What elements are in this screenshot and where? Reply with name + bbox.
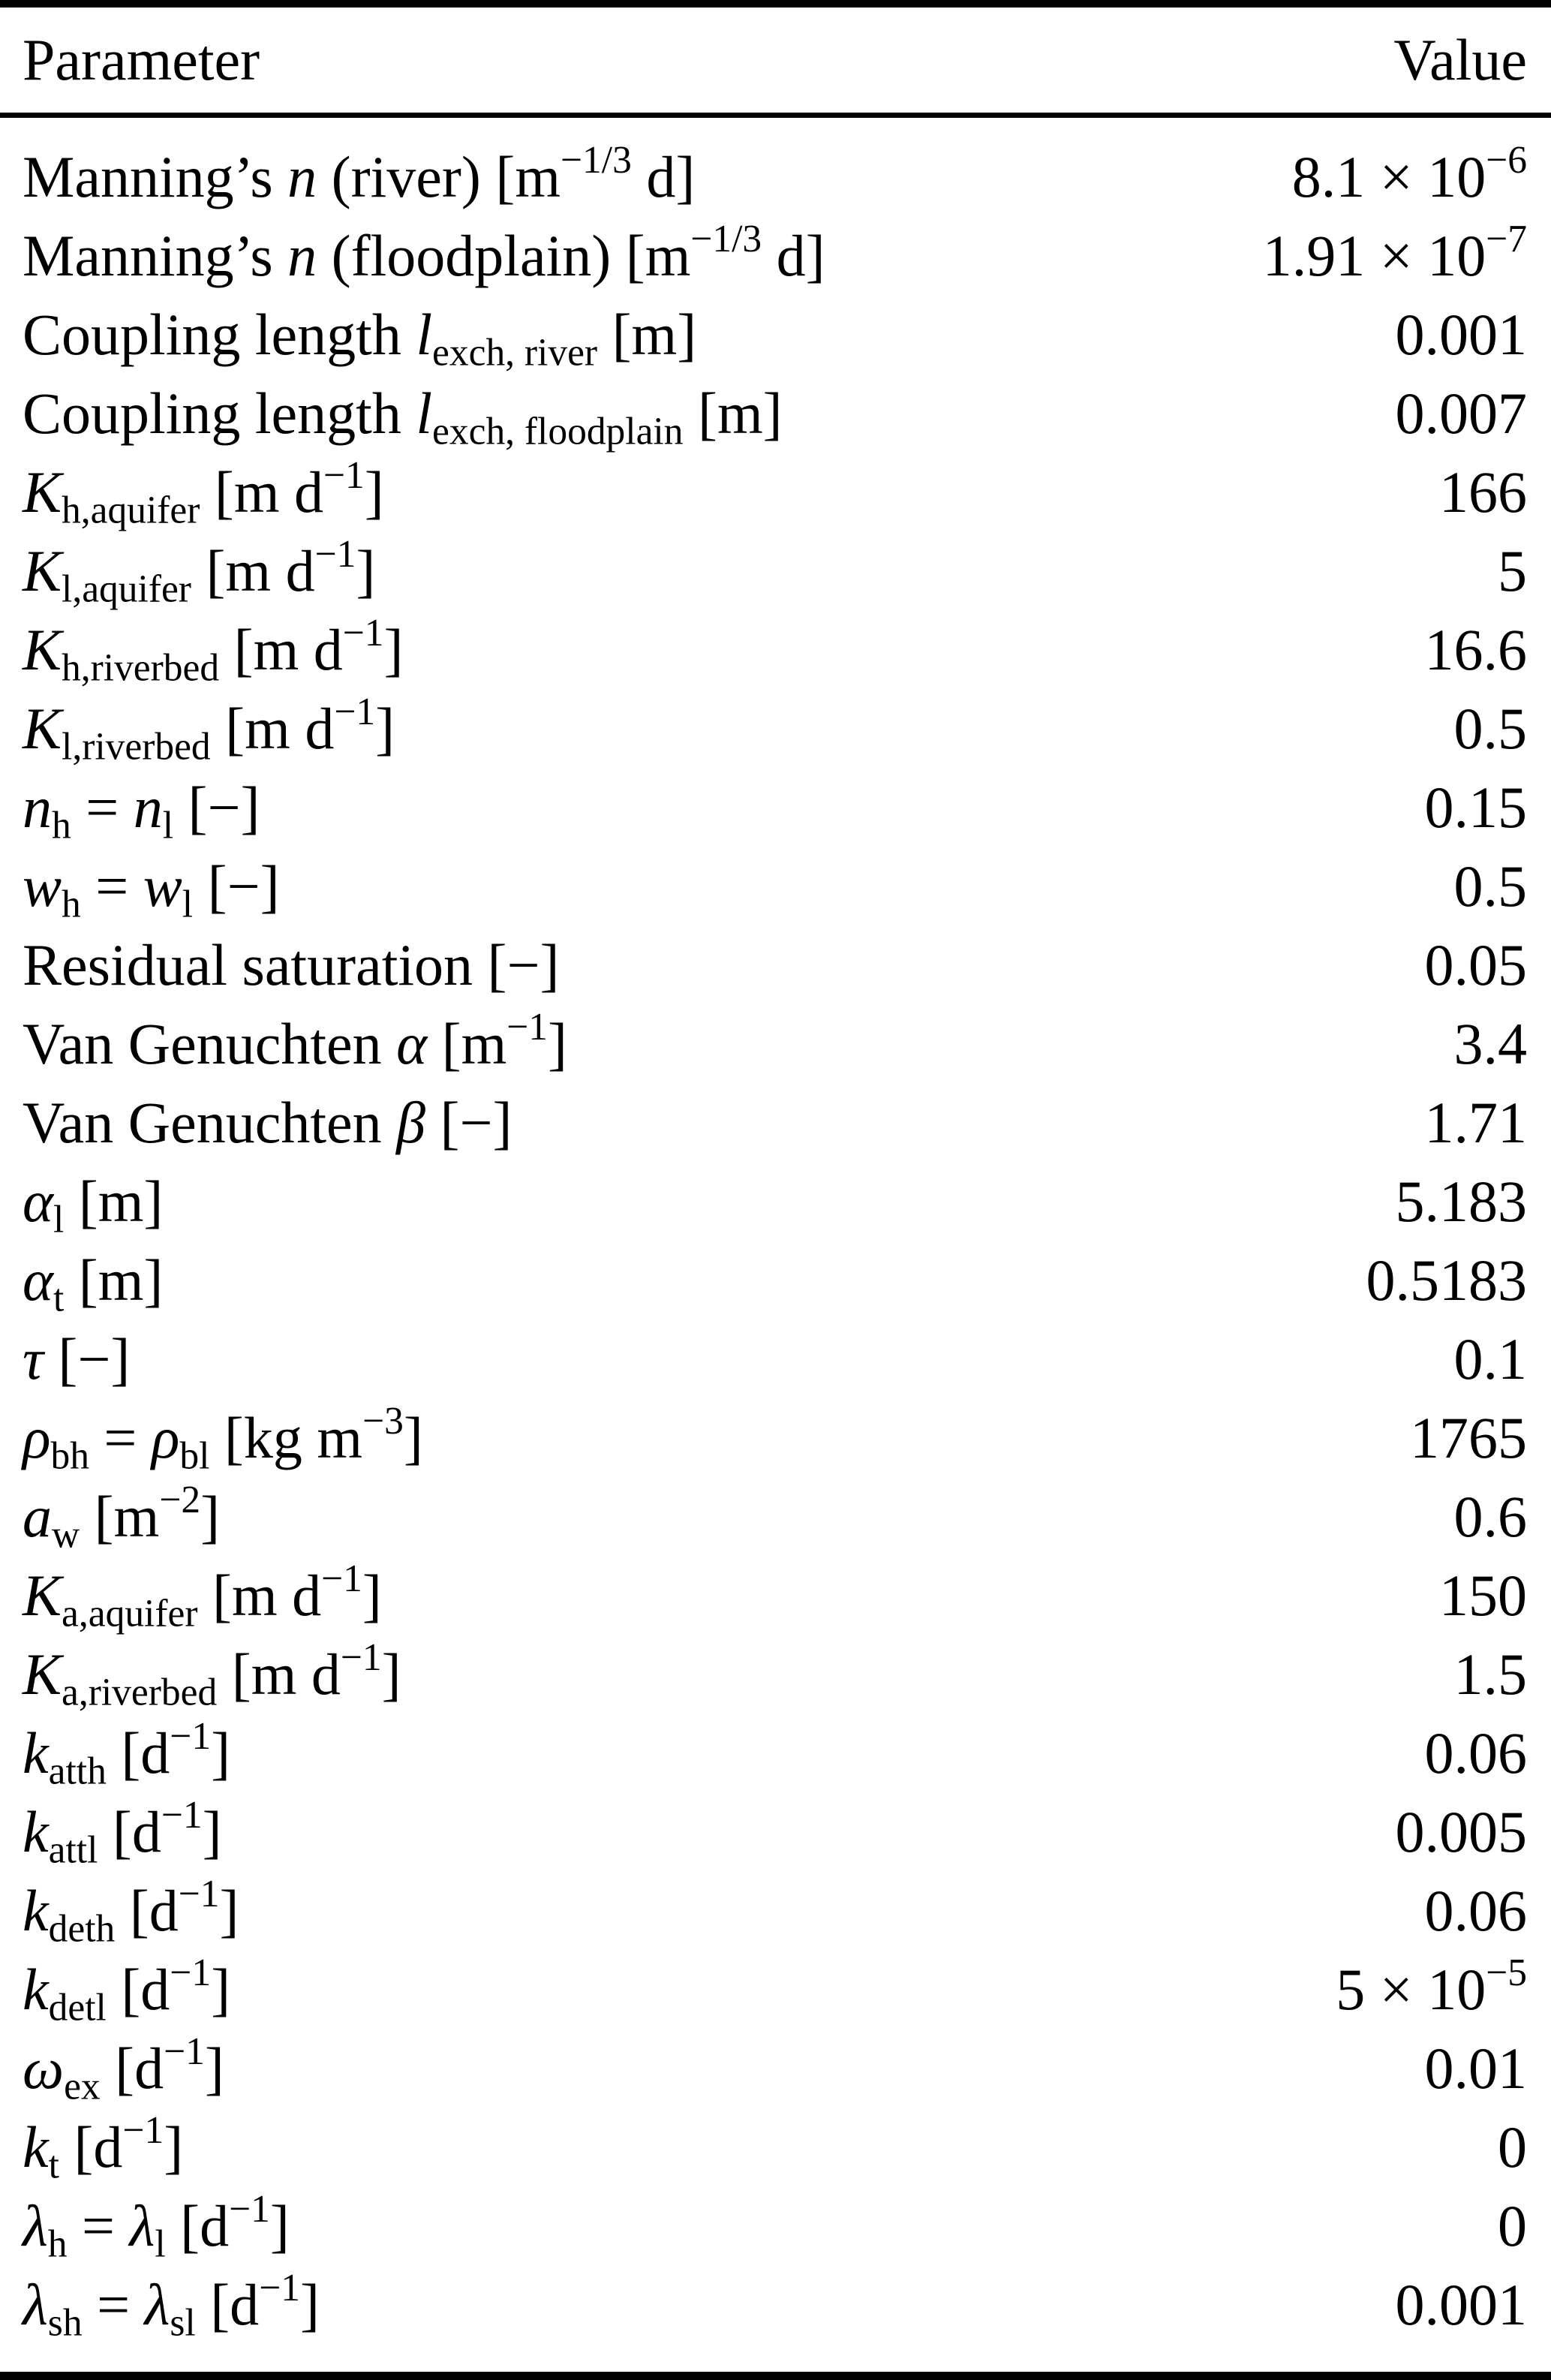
- parameter-cell: Manning’s n (floodplain) [$m^{-1/3}$ d]: [23, 217, 825, 288]
- value-cell: $5 \times 10^{-5}$: [1336, 1951, 1527, 2022]
- value-cell: 0: [1498, 2114, 1527, 2180]
- table-row: [0, 610, 1551, 689]
- parameter-cell: Coupling length $l_{exch, river}$ [m]: [23, 301, 697, 374]
- parameter-cell: $\lambda_{sh} = \lambda_{sl}$ $[d^{-1}]$: [23, 2266, 320, 2344]
- parameter-cell: $K_{a,riverbed}$ [m $d^{-1}$]: [23, 1635, 401, 1714]
- value-cell: 150: [1439, 1562, 1527, 1628]
- table-row: [0, 1477, 1551, 1556]
- value-cell: 1.5: [1453, 1641, 1527, 1707]
- table-header-row: [0, 8, 1551, 113]
- table-body: [0, 118, 1551, 2344]
- parameter-cell: $k_{atth}$ $[d^{-1}]$: [23, 1714, 231, 1792]
- table-row: [0, 1556, 1551, 1635]
- parameter-cell: τ [−]: [23, 1325, 131, 1392]
- table-row: [0, 847, 1551, 925]
- parameter-cell: $\rho_{bh} = \rho_{bl}$ [kg $m^{-3}$]: [23, 1399, 423, 1477]
- value-cell: 0.001: [1395, 2271, 1527, 2337]
- table-row: [0, 137, 1551, 216]
- table-row: [0, 1004, 1551, 1083]
- parameter-cell: $\alpha_t$ [m]: [23, 1247, 164, 1319]
- table-row: [0, 1714, 1551, 1792]
- parameter-cell: Van Genuchten α $[m^{-1}]$: [23, 1005, 568, 1076]
- value-cell: 0.05: [1424, 931, 1527, 997]
- value-cell: 5.183: [1395, 1168, 1527, 1234]
- value-cell: 0.5: [1453, 695, 1527, 761]
- value-cell: 0.005: [1395, 1798, 1527, 1864]
- value-cell: 0.007: [1395, 380, 1527, 446]
- header-parameter: Parameter: [23, 27, 260, 92]
- parameter-cell: $w_h = w_l$ [−]: [23, 853, 280, 925]
- table-row: [0, 1635, 1551, 1714]
- table-row: [0, 1950, 1551, 2029]
- table-row: [0, 295, 1551, 374]
- value-cell: 0.5183: [1366, 1247, 1527, 1313]
- table-row: [0, 2186, 1551, 2265]
- value-cell: 0.15: [1424, 774, 1527, 840]
- table-row: [0, 1792, 1551, 1871]
- parameter-cell: Residual saturation [−]: [23, 931, 560, 997]
- table-bottom-rule: [0, 2372, 1551, 2380]
- value-cell: 0.01: [1424, 2035, 1527, 2101]
- table-top-rule: [0, 0, 1551, 8]
- value-cell: 16.6: [1424, 616, 1527, 682]
- table-row: [0, 2029, 1551, 2108]
- parameter-cell: $\alpha_l$ [m]: [23, 1168, 164, 1241]
- value-cell: 1765: [1410, 1404, 1527, 1470]
- value-cell: 5: [1498, 537, 1527, 603]
- parameter-cell: $k_{deth}$ $[d^{-1}]$: [23, 1872, 239, 1950]
- parameter-cell: Van Genuchten β [−]: [23, 1089, 512, 1155]
- value-cell: 166: [1439, 459, 1527, 525]
- table-row: [0, 2108, 1551, 2186]
- parameter-cell: $k_t$ $[d^{-1}]$: [23, 2108, 184, 2186]
- value-cell: 0.06: [1424, 1877, 1527, 1943]
- value-cell: 0.5: [1453, 853, 1527, 919]
- parameter-cell: $K_{l,riverbed}$ [m $d^{-1}$]: [23, 690, 395, 768]
- table-row: [0, 2265, 1551, 2344]
- value-cell: 0.06: [1424, 1720, 1527, 1786]
- value-cell: $8.1 \times 10^{-6}$: [1291, 138, 1527, 209]
- table-row: [0, 1398, 1551, 1477]
- table-row: [0, 689, 1551, 768]
- table-row: [0, 453, 1551, 531]
- parameter-cell: Manning’s n (river) [$m^{-1/3}$ d]: [23, 138, 696, 209]
- value-cell: 0: [1498, 2192, 1527, 2258]
- header-value: Value: [1393, 27, 1527, 92]
- table-row: [0, 374, 1551, 453]
- parameter-cell: $K_{h,aquifer}$ [m $d^{-1}$]: [23, 453, 384, 531]
- value-cell: 1.71: [1424, 1089, 1527, 1155]
- parameter-cell: $a_w$ $[m^{-2}]$: [23, 1478, 221, 1556]
- parameter-cell: $k_{detl}$ $[d^{-1}]$: [23, 1951, 231, 2029]
- value-cell: 0.001: [1395, 301, 1527, 367]
- value-cell: $1.91 \times 10^{-7}$: [1262, 217, 1527, 288]
- parameter-cell: $n_h = n_l$ [−]: [23, 774, 260, 847]
- value-cell: 0.6: [1453, 1483, 1527, 1549]
- parameter-cell: $\omega_{ex}$ $[d^{-1}]$: [23, 2029, 224, 2108]
- table-header-rule: [0, 113, 1551, 118]
- table-row: [0, 216, 1551, 295]
- table-row: [0, 1241, 1551, 1319]
- parameter-cell: $k_{attl}$ $[d^{-1}]$: [23, 1793, 222, 1871]
- table-row: [0, 1083, 1551, 1162]
- parameter-cell: $\lambda_h = \lambda_l$ $[d^{-1}]$: [23, 2187, 290, 2265]
- table-row: [0, 1162, 1551, 1241]
- value-cell: 0.1: [1453, 1325, 1527, 1392]
- table-row: [0, 1319, 1551, 1398]
- table-row: [0, 925, 1551, 1004]
- table-row: [0, 768, 1551, 847]
- parameter-cell: $K_{a,aquifer}$ [m $d^{-1}$]: [23, 1557, 382, 1635]
- parameter-cell: $K_{l,aquifer}$ [m $d^{-1}$]: [23, 532, 376, 610]
- value-cell: 3.4: [1453, 1010, 1527, 1076]
- parameter-cell: Coupling length $l_{exch, floodplain}$ [m]: [23, 380, 783, 453]
- parameter-cell: $K_{h,riverbed}$ [m $d^{-1}$]: [23, 611, 404, 689]
- table-row: [0, 531, 1551, 610]
- table-row: [0, 1871, 1551, 1950]
